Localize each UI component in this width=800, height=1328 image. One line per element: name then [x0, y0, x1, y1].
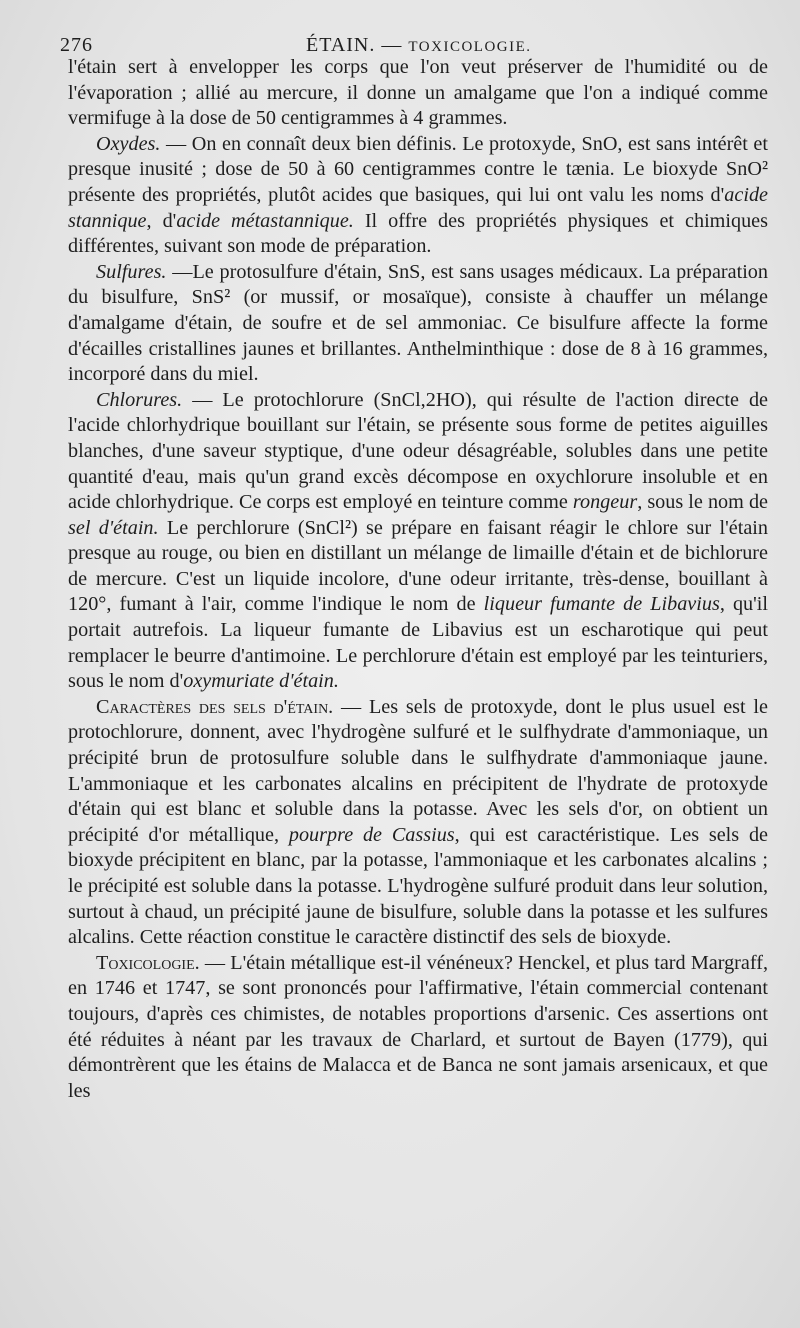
paragraph-text: , d': [146, 209, 177, 232]
paragraph-text: —Le protosulfure d'étain, SnS, est sans usages médicaux. La préparation du bisulfure, SnS² (or mussif, or mosaïque), consiste à chauffer un mélange d'amalgame d'étain, de soufre et de sel ammoniac. Ce bisulfure affecte la forme d'écailles cristallines jaunes et brillantes. Anthelminthique : dose de 8 à 16 grammes, incorporé dans du miel.: [68, 260, 768, 386]
paragraph: [68, 695, 768, 951]
paragraph: [68, 55, 768, 132]
italic-term: liqueur fumante de Libavius: [483, 593, 720, 616]
paragraph-text: Il offre des propriétés physiques et chimiques différentes, suivant son mode de préparation.: [68, 209, 768, 258]
paragraph-text: , sous le nom de: [637, 491, 768, 514]
paragraph-text: — Le protochlorure (SnCl,2HO), qui résulte de l'action directe de l'acide chlorhydrique bouillant sur l'étain, se présente sous forme de petites aiguilles blanches, d'une saveur styptique, d'une odeur désagréable, solubles dans une petite quantité d'eau, mais qu'un grand excès décompose en oxychlorure insoluble et en acide chlorhydrique. Ce corps est employé en teinture comme: [68, 388, 768, 514]
paragraph: [68, 260, 768, 388]
running-title-main: ÉTAIN. —: [306, 34, 409, 56]
paragraph-text: — L'étain métallique est-il vénéneux? Henckel, et plus tard Margraff, en 1746 et 1747, se sont prononcés pour l'affirmative, l'étain commercial contenant toujours, d'après ces chimistes, de notables proportions d'arsenic. Ces assertions ont été réduites à néant par les travaux de Charlard, et surtout de Bayen (1779), qui démontrèrent que les étains de Malacca et de Banca ne sont jamais arsenicaux, et que les: [68, 951, 768, 1102]
italic-term: oxymuriate d'étain.: [183, 670, 339, 693]
paragraph: [68, 951, 768, 1105]
italic-term: Chlorures.: [96, 388, 183, 411]
italic-term: acide stannique: [68, 183, 768, 232]
body-text: [68, 55, 768, 1104]
paragraph-text: , qui est caractéristique. Les sels de bioxyde précipitent en blanc, par la potasse, l'ammoniaque et les carbonates alcalins ; le précipité est soluble dans la potasse. L'hydrogène sulfuré produit dans leur solution, surtout à chaud, un précipité jaune de bisulfure, soluble dans la potasse et les sulfures alcalins. Cette réaction constitue le caractère distinctif des sels de bioxyde.: [68, 823, 769, 949]
paragraph: [68, 132, 768, 260]
italic-term: pourpre de Cassius: [288, 823, 455, 846]
section-heading: Caractères des sels d'étain.: [96, 695, 334, 718]
italic-term: acide métastannique.: [176, 209, 354, 232]
italic-term: Oxydes.: [96, 132, 161, 155]
italic-term: rongeur: [572, 491, 638, 514]
running-title-section: TOXICOLOGIE.: [408, 39, 532, 55]
paragraph-text: l'étain sert à envelopper les corps que l'on veut préserver de l'humidité ou de l'évaporation ; allié au mercure, il donne un amalgame que l'on a indiqué comme vermifuge à la dose de 50 centigrammes à 4 grammes.: [68, 56, 768, 130]
italic-term: sel d'étain.: [68, 516, 159, 539]
paragraph: [68, 388, 768, 695]
italic-term: Sulfures.: [96, 260, 167, 283]
page-number: 276: [60, 34, 93, 56]
running-title: [306, 34, 532, 57]
paragraph-text: Le perchlorure (SnCl²) se prépare en faisant réagir le chlore sur l'étain presque au rouge, ou bien en distillant un mélange de limaille d'étain et de bichlorure de mercure. C'est un liquide incolore, d'une odeur irritante, très-dense, bouillant à 120°, fumant à l'air, comme l'indique le nom de: [68, 516, 769, 616]
paragraph-text: — On en connaît deux bien définis. Le protoxyde, SnO, est sans intérêt et presque inusité ; dose de 50 à 60 centigrammes contre le tænia. Le bioxyde SnO² présente des propriétés, plutôt acides que basiques, qui lui ont valu les noms d': [68, 132, 768, 206]
paragraph-text: , qu'il portait autrefois. La liqueur fumante de Libavius est un escharotique qui peut remplacer le beurre d'antimoine. Le perchlorure d'étain est employé par les teinturiers, sous le nom d': [68, 593, 768, 693]
paragraph-text: — Les sels de protoxyde, dont le plus usuel est le protochlorure, donnent, avec l'hydrogène sulfuré et le sulfhydrate d'ammoniaque, un précipité brun de protosulfure soluble dans le sulfhydrate d'ammoniaque jaune. L'ammoniaque et les carbonates alcalins en précipitent de l'hydrate de protoxyde d'étain qui est blanc et soluble dans la potasse. Avec les sels d'or, on obtient un précipité d'or métallique,: [68, 695, 768, 846]
section-heading: Toxicologie.: [96, 951, 200, 974]
